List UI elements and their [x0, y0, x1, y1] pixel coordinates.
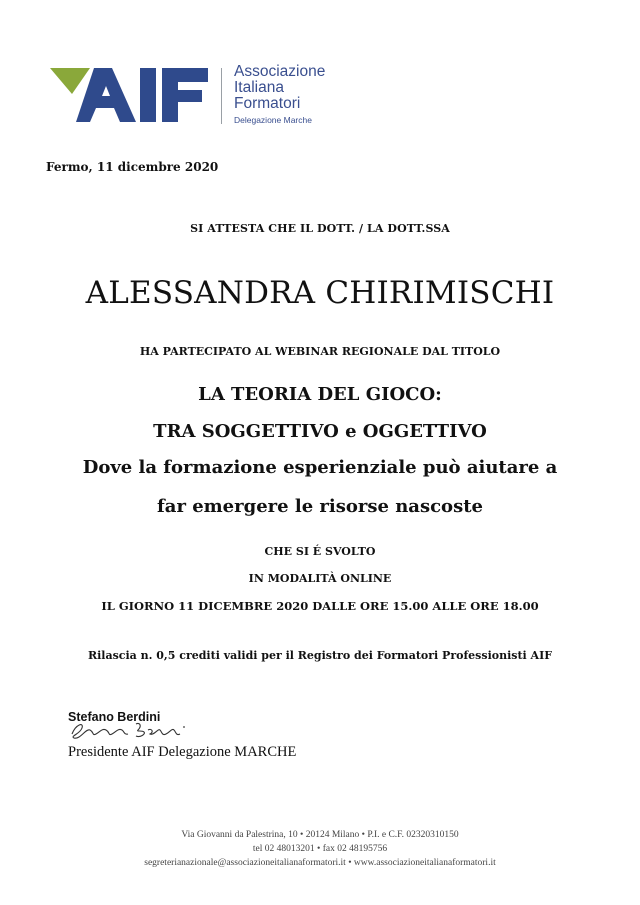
participation-text: HA PARTECIPATO AL WEBINAR REGIONALE DAL TITOLO — [139, 345, 501, 358]
logo-text — [234, 64, 325, 126]
logo-subtitle: Delegazione Marche — [234, 115, 312, 125]
aif-logo-mark — [50, 64, 218, 128]
recipient-name: ALESSANDRA CHIRIMISCHI — [85, 275, 555, 311]
attestation-heading: SI ATTESTA CHE IL DOTT. / LA DOTT.SSA — [190, 222, 450, 235]
held-text: CHE SI É SVOLTO — [264, 545, 376, 558]
signatory-name: Stefano Berdini — [68, 710, 161, 724]
mode-text: IN MODALITÀ ONLINE — [248, 572, 392, 585]
credits-text: Rilascia n. 0,5 crediti validi per il Registro dei Formatori Professionisti AIF — [87, 649, 553, 662]
logo-line-2: Italiana — [234, 79, 284, 96]
date-time-text: IL GIORNO 11 DICEMBRE 2020 DALLE ORE 15.00 ALLE ORE 18.00 — [101, 599, 539, 613]
footer-contacts: segreterianazionale@associazioneitalianaformatori.it • www.associazioneitalianaformatori.it — [144, 858, 496, 868]
webinar-title-line-2: TRA SOGGETTIVO e OGGETTIVO — [153, 421, 487, 442]
logo-line-1: Associazione — [234, 63, 326, 80]
webinar-title-line-1: LA TEORIA DEL GIOCO: — [198, 384, 442, 405]
footer-address: Via Giovanni da Palestrina, 10 • 20124 Milano • P.I. e C.F. 02320310150 — [181, 830, 459, 840]
footer-phone: tel 02 48013201 • fax 02 48195756 — [252, 844, 388, 854]
signatory-role: Presidente AIF Delegazione MARCHE — [68, 744, 297, 760]
issue-date: Fermo, 11 dicembre 2020 — [46, 160, 219, 174]
logo-line-3: Formatori — [234, 95, 301, 112]
logo-divider — [221, 68, 222, 124]
aif-logo — [50, 64, 350, 128]
webinar-title-line-3: Dove la formazione esperienziale può aiutare a — [82, 457, 558, 478]
webinar-title-line-4: far emergere le risorse nascoste — [157, 496, 483, 517]
handwritten-signature — [66, 716, 196, 742]
